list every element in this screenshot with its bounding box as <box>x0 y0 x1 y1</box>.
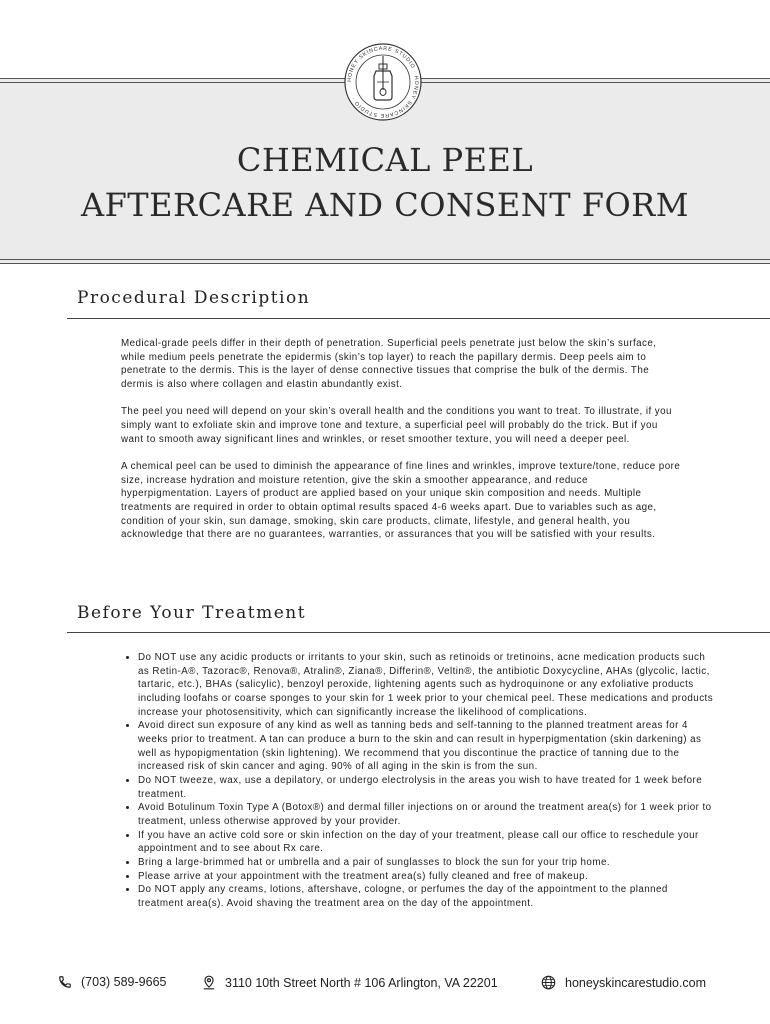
procedural-divider <box>67 318 770 319</box>
phone-number[interactable]: (703) 589-9665 <box>81 975 167 989</box>
list-item: • Avoid Botulinum Toxin Type A (Botox®) and dermal filler injections on or around the treatment area(s) for 1 week prior to treatment, unless otherwise approved by your provider. <box>138 801 714 828</box>
list-item: • Bring a large-brimmed hat or umbrella and a pair of sunglasses to block the sun for your trip home. <box>138 856 714 870</box>
svg-text:HONEY SKINCARE STUDIO · HONEY: HONEY SKINCARE STUDIO · HONEY SKINCARE STUDIO · <box>346 45 420 119</box>
title-line-2: AFTERCARE AND CONSENT FORM <box>80 186 690 224</box>
list-item: • Please arrive at your appointment with the treatment area(s) fully cleaned and free of makeup. <box>138 870 714 884</box>
procedural-paragraph: Medical-grade peels differ in their depth of penetration. Superficial peels penetrate just below the skin’s surface, while medium peels penetrate the epidermis (skin’s top layer) to reach the papillary dermis. Deep peels aim to penetrate to the dermis. This is the layer of dense connective tissues that comprise the bulk of the dermis. The dermis is also where collagen and elastin abundantly exist. <box>121 338 657 391</box>
footer-address <box>202 975 498 990</box>
procedural-heading: Procedural Description <box>77 288 311 308</box>
procedural-description <box>121 337 681 556</box>
page-title <box>0 138 770 228</box>
website-link[interactable]: honeyskincarestudio.com <box>565 975 707 990</box>
before-treatment-heading: Before Your Treatment <box>77 603 307 623</box>
globe-icon <box>541 975 556 990</box>
list-item: • Do NOT apply any creams, lotions, aftershave, cologne, or perfumes the day of the appointment to the planned treatment area(s). Avoid shaving the treatment area on the day of the appointment. <box>138 883 714 910</box>
list-item: • Do NOT tweeze, wax, use a depilatory, or undergo electrolysis in the areas you wish to have treated for 1 week before treatment. <box>138 774 714 801</box>
procedural-paragraph: A chemical peel can be used to diminish the appearance of fine lines and wrinkles, improve texture/tone, reduce pore size, increase hydration and moisture retention, give the skin a smoother appearance, and reduce hyperpigmentation. Layers of product are applied based on your unique skin composition and needs. Multiple treatments are required in order to obtain optimal results spaced 4-6 weeks apart. Due to variables such as age, condition of your skin, sun damage, smoking, skin care products, climate, lifestyle, and general health, you acknowledge that there are no guarantees, warranties, or assurances that you will be satisfied with your results. <box>121 460 681 541</box>
before-treatment-list <box>121 651 714 910</box>
honey-jar-icon <box>343 42 423 122</box>
phone-icon <box>58 975 72 989</box>
address-text: 3110 10th Street North # 106 Arlington, VA 22201 <box>225 975 498 990</box>
location-pin-icon <box>202 975 216 990</box>
before-treatment-divider <box>67 632 770 633</box>
footer-phone <box>58 975 166 989</box>
procedural-paragraph: The peel you need will depend on your skin’s overall health and the conditions you want to treat. To illustrate, if you simply want to exfoliate skin and improve tone and texture, a superficial peel will probably do the trick. But if you want to smooth away significant lines and wrinkles, or reset smoother texture, you will need a deeper peel. <box>121 406 672 445</box>
list-item: • Avoid direct sun exposure of any kind as well as tanning beds and self-tanning to the planned treatment areas for 4 weeks prior to treatment. A tan can produce a burn to the skin and can result in hyperpigmentation (skin darkening) as well as hypopigmentation (skin lightening). We recommend that you discontinue the practice of tanning due to the increased risk of skin cancer and aging. 90% of all aging in the skin is from the sun. <box>138 719 714 774</box>
list-item: • If you have an active cold sore or skin infection on the day of your treatment, please call our office to reschedule your appointment and to see about Rx care. <box>138 829 714 856</box>
footer-contact <box>0 975 770 995</box>
footer-website <box>541 975 706 990</box>
list-item: • Do NOT use any acidic products or irritants to your skin, such as retinoids or tretinoins, acne medication products such as Retin-A®, Tazorac®, Renova®, Atralin®, Ziana®, Differin®, Veltin®, the antibiotic Doxycycline, AHAs (glycolic, lactic, tartaric, etc.), BHAs (salicylic), benzoyl peroxide, lightening agents such as hydroquinone or any exfoliative products including loofahs or coarse sponges to your skin for 1 week prior to your chemical peel. These medications and products increase your photosensitivity, which can significantly increase the likelihood of complications. <box>138 651 714 719</box>
studio-logo <box>343 42 423 122</box>
title-line-1: CHEMICAL PEEL <box>236 141 534 179</box>
